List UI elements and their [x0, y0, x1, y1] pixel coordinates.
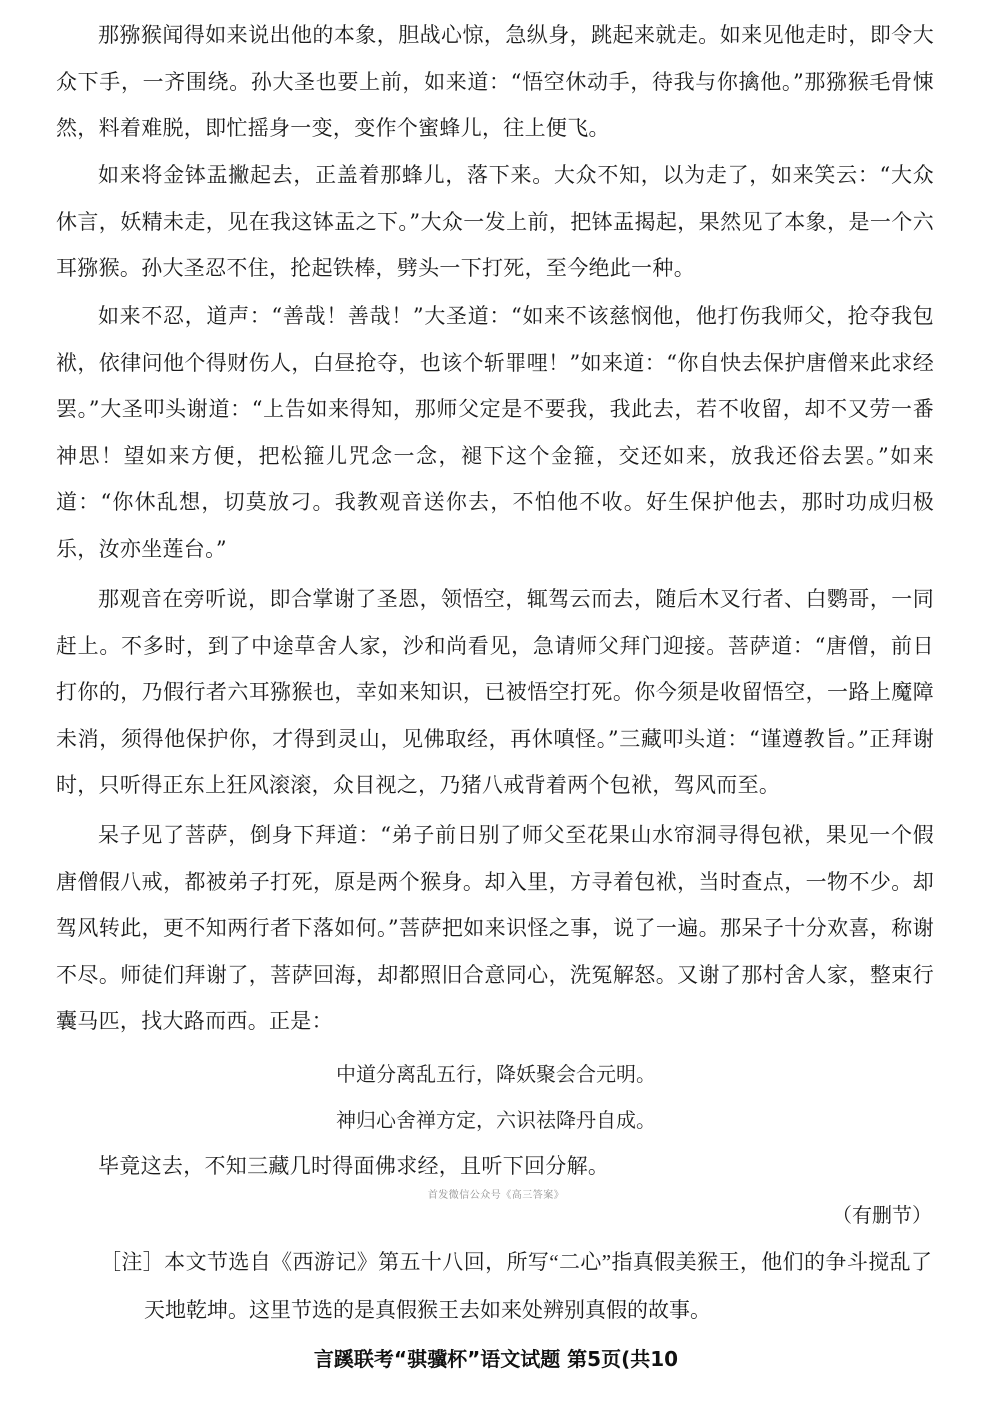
paragraph-1: 那猕猴闻得如来说出他的本象，胆战心惊，急纵身，跳起来就走。如来见他走时，即令大众下手，一齐围绕。孙大圣也要上前，如来道：“悟空休动手，待我与你擒他。”那猕猴毛骨悚然，料着难脱，即忙摇身一变，变作个蜜蜂儿，往上便飞。 — [56, 23, 934, 140]
paragraph-5: 呆子见了菩萨，倒身下拜道：“弟子前日别了师父至花果山水帘洞寻得包袱，果见一个假唐僧假八戒，都被弟子打死，原是两个猴身。却入里，方寻着包袱，当时查点，一物不少。却驾风转此，更不知两行者下落如何。”菩萨把如来识怪之事，说了一遍。那呆子十分欢喜，称谢不尽。师徒们拜谢了，菩萨回海，却都照旧合意同心，洗冤解怒。又谢了那村舍人家，整束行囊马匹，找大路而西。正是： — [56, 823, 934, 1033]
verse-line-1: 中道分离乱五行，降妖聚会合元明。 — [336, 1062, 656, 1086]
abridged-note: （有删节） — [832, 1203, 932, 1227]
closing-paragraph: 毕竟这去，不知三藏几时得面佛求经，且听下回分解。 — [98, 1154, 610, 1178]
watermark-text: 首发微信公众号《高三答案》 — [427, 1190, 565, 1201]
annotation-note: ［注］本文节选自《西游记》第五十八回，所写“二心”指真假美猴王，他们的争斗搅乱了天地乾坤。这里节选的是真假猴王去如来处辨别真假的故事。 — [100, 1250, 932, 1322]
verse-line-2: 神归心舍禅方定，六识祛降丹自成。 — [336, 1108, 656, 1132]
paragraph-2: 如来将金钵盂撇起去，正盖着那蜂儿，落下来。大众不知，以为走了，如来笑云：“大众休言，妖精未走，见在我这钵盂之下。”大众一发上前，把钵盂揭起，果然见了本象，是一个六耳猕猴。孙大圣忍不住，抡起铁棒，劈头一下打死，至今绝此一种。 — [56, 163, 934, 280]
paragraph-3: 如来不忍，道声：“善哉！善哉！”大圣道：“如来不该慈悯他，他打伤我师父，抢夺我包袱，依律问他个得财伤人，白昼抢夺，也该个斩罪哩！”如来道：“你自快去保护唐僧来此求经罢。”大圣叩头谢道：“上告如来得知，那师父定是不要我，我此去，若不收留，却不又劳一番神思！望如来方便，把松箍儿咒念一念，褪下这个金箍，交还如来，放我还俗去罢。”如来道：“你休乱想，切莫放刁。我教观音送你去，不怕他不收。好生保护他去，那时功成归极乐，汝亦坐莲台。” — [56, 304, 934, 561]
paragraph-4: 那观音在旁听说，即合掌谢了圣恩，领悟空，辄驾云而去，随后木叉行者、白鹦哥，一同赶上。不多时，到了中途草舍人家，沙和尚看见，急请师父拜门迎接。菩萨道：“唐僧，前日打你的，乃假行者六耳猕猴也，幸如来知识，已被悟空打死。你今须是收留悟空，一路上魔障未消，须得他保护你，才得到灵山，见佛取经，再休嗔怪。”三藏叩头道：“谨遵教旨。”正拜谢时，只听得正东上狂风滚滚，众目视之，乃猪八戒背着两个包袱，驾风而至。 — [56, 587, 934, 797]
page-footer: 言蹊联考“骐骥杯”语文试题 第5页(共10 — [313, 1347, 679, 1371]
